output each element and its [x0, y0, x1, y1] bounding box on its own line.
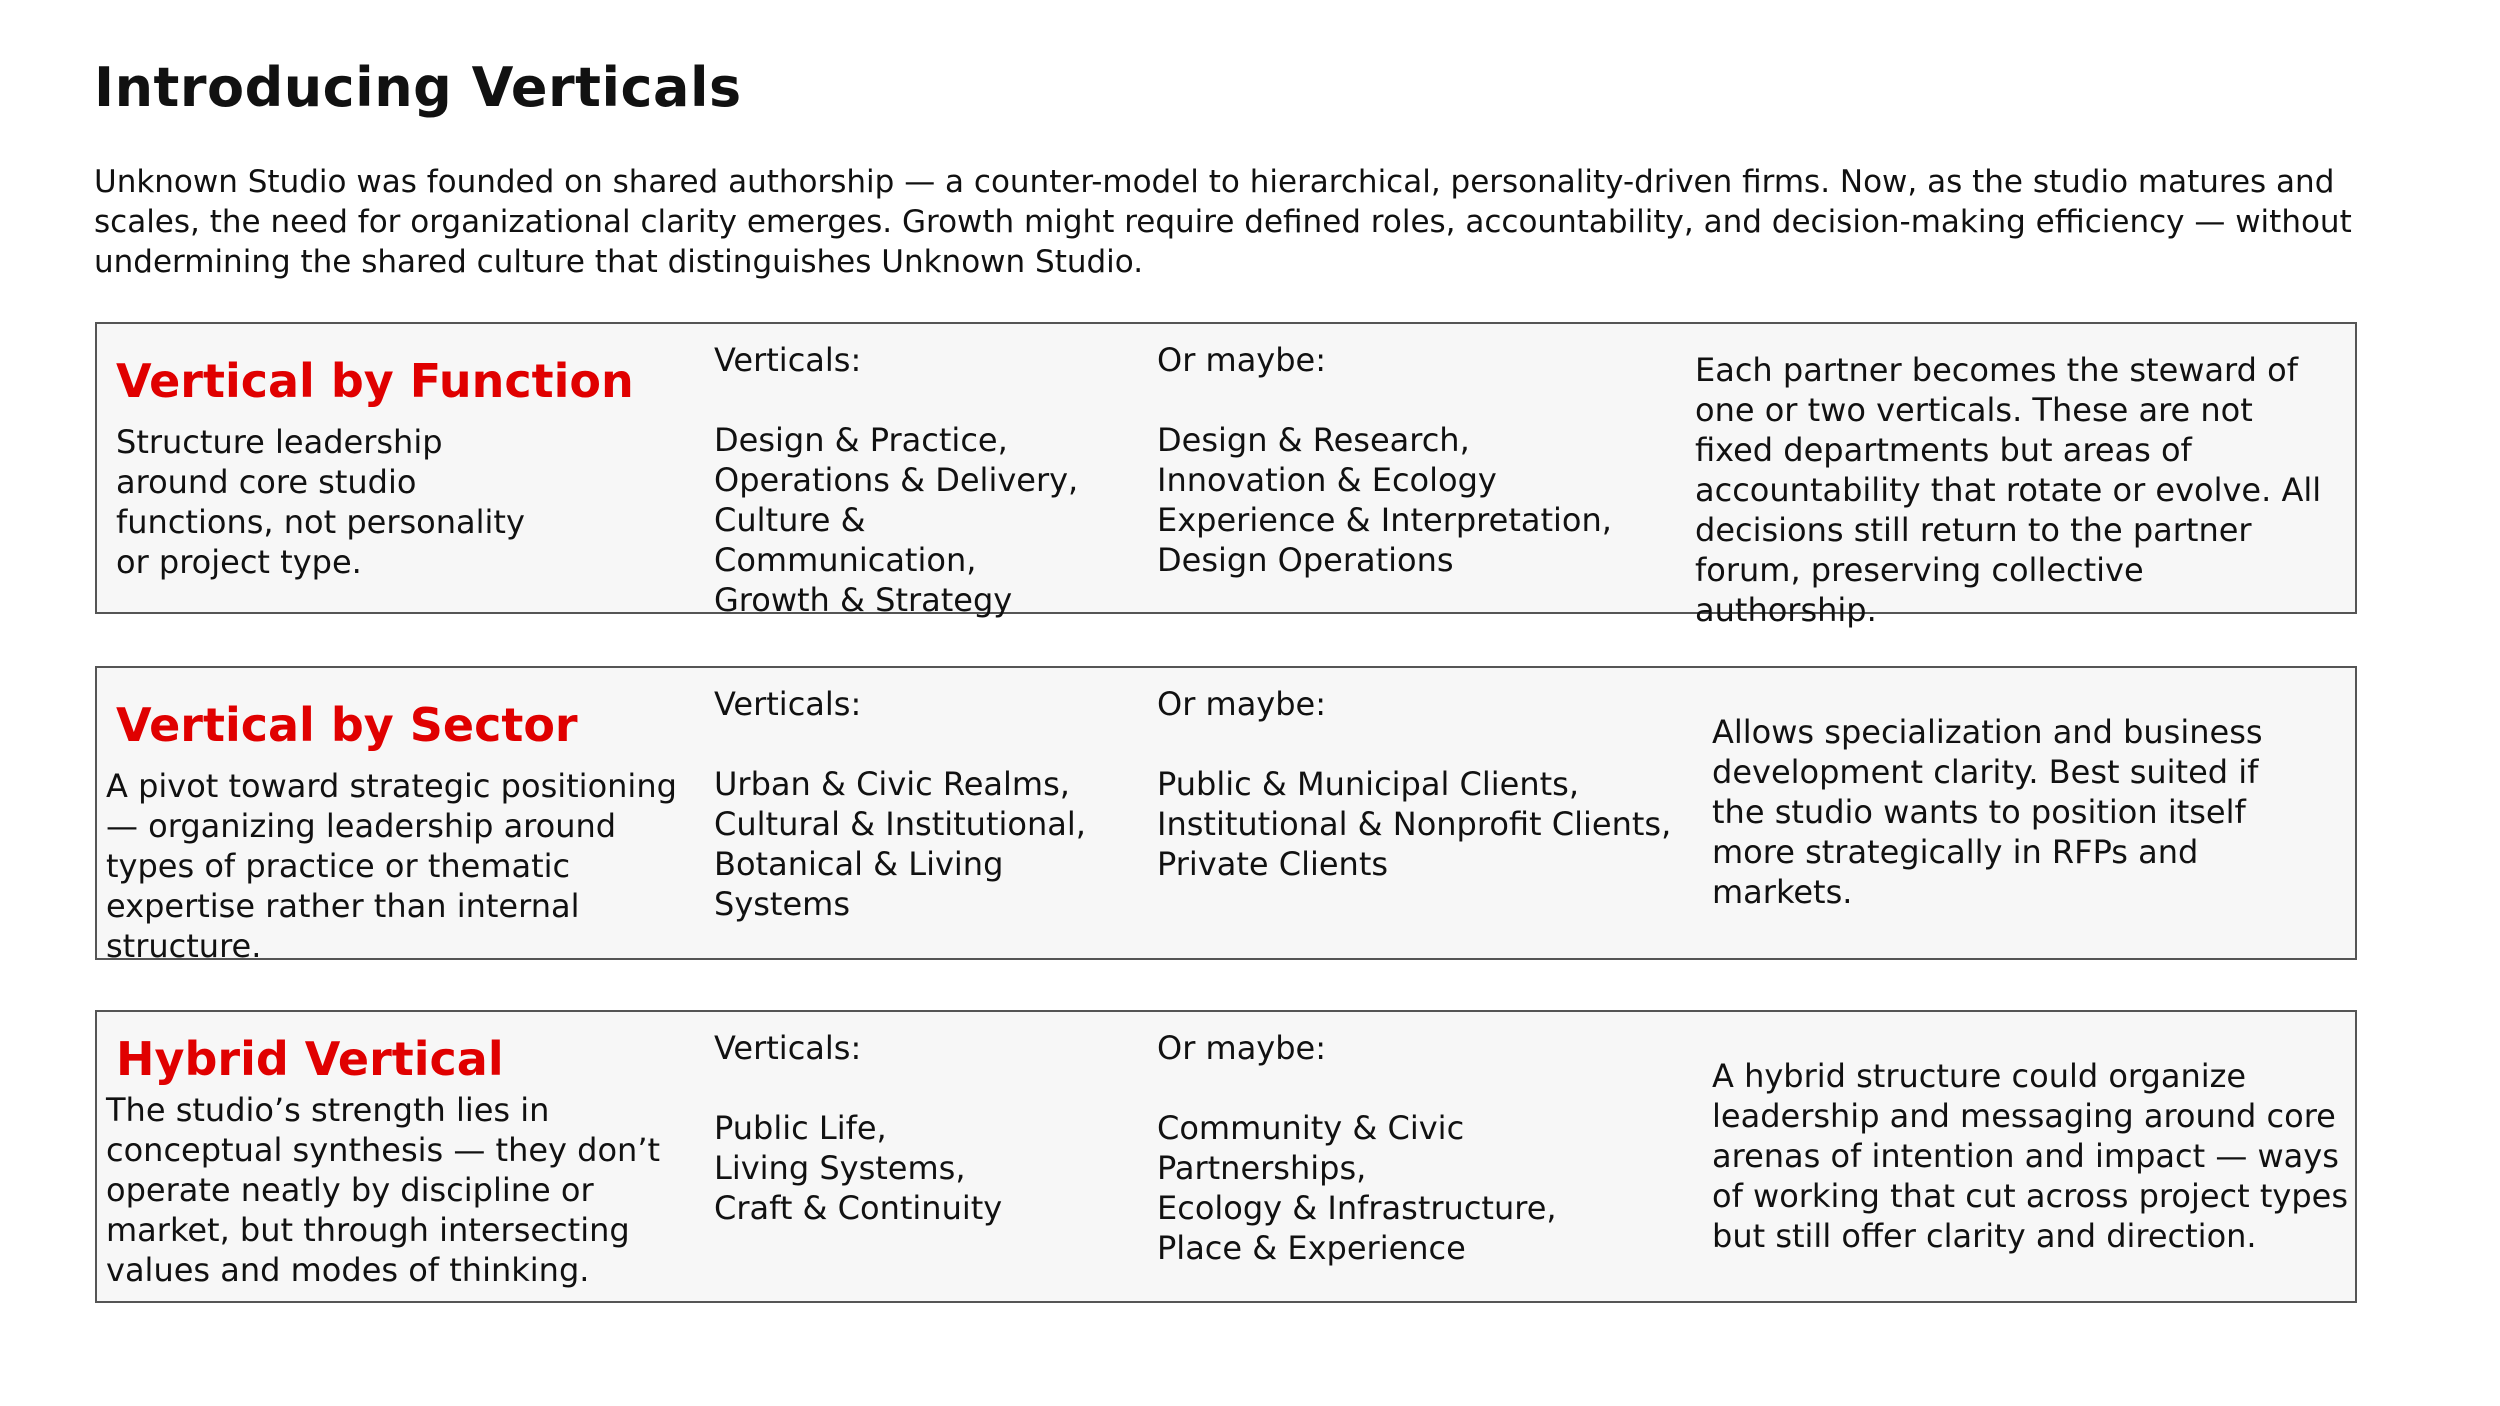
verticals-label: Verticals:: [714, 1029, 862, 1067]
vertical-item: Public Life,: [714, 1109, 887, 1147]
verticals-column: [714, 684, 1134, 924]
alternatives-list: [1157, 1108, 1677, 1268]
verticals-list: [714, 1108, 1134, 1228]
card-title: Hybrid Vertical: [116, 1032, 504, 1086]
alternative-item: Innovation & Ecology: [1157, 461, 1497, 499]
vertical-by-function-card: [95, 322, 2357, 629]
hybrid-vertical-card: [95, 1010, 2357, 1303]
intro-paragraph: Unknown Studio was founded on shared authorship — a counter-model to hierarchical, personality-driven firms. Now, as the studio matures and scales, the need for organizational clarity emerges. Growth might require defined roles, accountability, and decision-making efficiency — without undermining the shared culture that distinguishes Unknown Studio.: [94, 164, 2352, 280]
card-description: A pivot toward strategic positioning — organizing leadership around types of practice or thematic expertise rather than internal structure.: [106, 767, 677, 965]
alternatives-label: Or maybe:: [1157, 1029, 1327, 1067]
alternatives-label: Or maybe:: [1157, 685, 1327, 723]
alternatives-column: [1157, 684, 1677, 884]
alternatives-column: [1157, 1028, 1677, 1268]
alternatives-label: Or maybe:: [1157, 341, 1327, 379]
card-note: Allows specialization and business development clarity. Best suited if the studio wants to position itself more strategically in RFPs and markets.: [1712, 713, 2263, 911]
alternative-item: Design Operations: [1157, 541, 1454, 579]
card-note: Each partner becomes the steward of one or two verticals. These are not fixed departments but areas of accountability that rotate or evolve. All decisions still return to the partner forum, preserving collective authorship.: [1695, 351, 2322, 629]
alternative-item: Design & Research,: [1157, 421, 1470, 459]
alternative-item: Private Clients: [1157, 845, 1389, 883]
alternative-item: Place & Experience: [1157, 1229, 1466, 1267]
verticals-column: [714, 1028, 1134, 1228]
verticals-list: [714, 420, 1134, 620]
alternative-item: Public & Municipal Clients,: [1157, 765, 1580, 803]
verticals-column: [714, 340, 1134, 620]
page-title: Introducing Verticals: [94, 56, 742, 119]
vertical-item: Botanical & Living: [714, 845, 1004, 883]
vertical-item: Design & Practice,: [714, 421, 1008, 459]
vertical-item: Urban & Civic Realms,: [714, 765, 1070, 803]
vertical-item: Growth & Strategy: [714, 581, 1013, 619]
card-description: The studio’s strength lies in conceptual synthesis — they don’t operate neatly by discipline or market, but through intersecting values and modes of thinking.: [106, 1091, 661, 1289]
verticals-label: Verticals:: [714, 685, 862, 723]
card-description: Structure leadership around core studio functions, not personality or project type.: [116, 423, 525, 581]
vertical-item: Craft & Continuity: [714, 1189, 1003, 1227]
alternative-item: Experience & Interpretation,: [1157, 501, 1612, 539]
verticals-label: Verticals:: [714, 341, 862, 379]
vertical-item: Culture & Communication,: [714, 501, 977, 579]
vertical-item: Systems: [714, 885, 850, 923]
alternatives-list: [1157, 420, 1647, 580]
alternatives-list: [1157, 764, 1677, 884]
vertical-by-sector-card: [95, 666, 2357, 965]
alternative-item: Ecology & Infrastructure,: [1157, 1189, 1557, 1227]
vertical-item: Operations & Delivery,: [714, 461, 1079, 499]
verticals-list: [714, 764, 1134, 924]
card-title: Vertical by Sector: [116, 698, 578, 752]
card-title: Vertical by Function: [116, 354, 634, 408]
card-note: A hybrid structure could organize leadership and messaging around core arenas of intention and impact — ways of working that cut across project types but still offer clarity and direction.: [1712, 1057, 2348, 1255]
alternative-item: Institutional & Nonprofit Clients,: [1157, 805, 1672, 843]
vertical-item: Living Systems,: [714, 1149, 966, 1187]
alternative-item: Community & Civic Partnerships,: [1157, 1109, 1465, 1187]
alternatives-column: [1157, 340, 1647, 580]
vertical-item: Cultural & Institutional,: [714, 805, 1086, 843]
